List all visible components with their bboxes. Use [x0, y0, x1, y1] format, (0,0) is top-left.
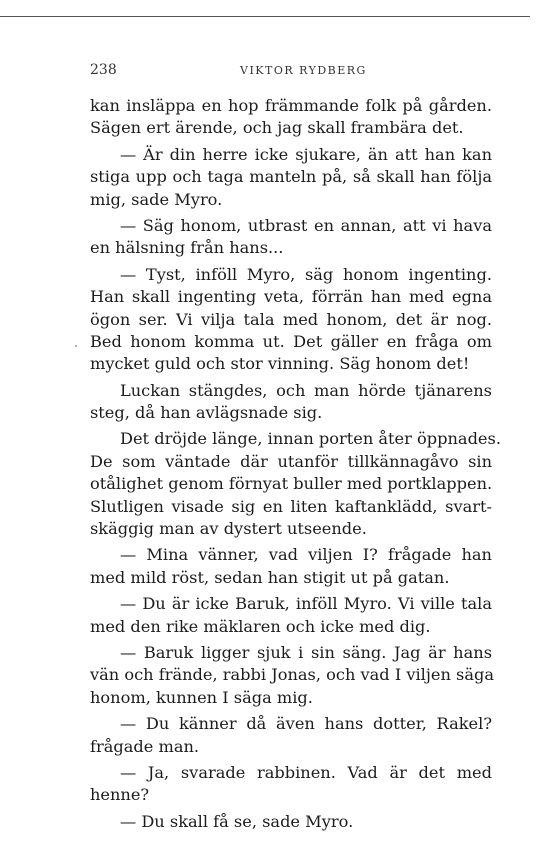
- text-line: otålighet genom förnyat buller med portklappen.: [90, 474, 493, 494]
- text-line: — Tyst, inföll Myro, säg honom ingenting.: [120, 264, 492, 284]
- text-line: — Är din herre icke sjukare, än att han kan: [120, 144, 492, 164]
- top-rule: [0, 16, 530, 17]
- paragraph: [90, 215, 492, 260]
- paragraph: [90, 544, 492, 589]
- text-line: honom, kunnen I säga mig.: [90, 687, 313, 707]
- paragraph: [90, 762, 492, 807]
- text-line: ögon ser. Vi vilja tala med honom, det är nog.: [90, 309, 492, 329]
- text-line: en hälsning från hans...: [90, 238, 284, 258]
- text-line: — Mina vänner, vad viljen I? frågade han: [120, 545, 492, 565]
- text-line: — Du är icke Baruk, inföll Myro. Vi ville tala: [120, 594, 492, 614]
- text-line: med den rike mäklaren och icke med dig.: [90, 616, 431, 636]
- text-line: stiga upp och taga manteln på, så skall han följa: [90, 167, 492, 187]
- paragraph: [90, 264, 492, 376]
- text-line: steg, då han avlägsnade sig.: [90, 403, 323, 423]
- page-number: 238: [90, 62, 117, 78]
- paragraph: [90, 642, 492, 709]
- paragraph: [90, 95, 492, 140]
- text-line: Sägen ert ärende, och jag skall frambära det.: [90, 118, 464, 138]
- text-line: Luckan stängdes, och man hörde tjänarens: [120, 380, 492, 400]
- paragraph: [90, 144, 492, 211]
- text-line: mig, sade Myro.: [90, 189, 223, 209]
- paragraph: [90, 380, 492, 425]
- text-line: med mild röst, sedan han stigit ut på gatan.: [90, 567, 450, 587]
- paragraph: [90, 428, 501, 540]
- text-line: henne?: [90, 785, 150, 805]
- text-line: Det dröjde länge, innan porten åter öppnades.: [120, 429, 501, 449]
- paper-speck: [75, 345, 77, 347]
- text-line: — Säg honom, utbrast en annan, att vi hava: [120, 215, 492, 235]
- text-line: — Du skall få se, sade Myro.: [120, 811, 354, 831]
- paragraph: [90, 811, 492, 833]
- body-text: [90, 95, 501, 833]
- text-line: — Ja, svarade rabbinen. Vad är det med: [120, 762, 492, 782]
- text-line: Slutligen visade sig en liten kaftanklädd, svart-: [90, 496, 492, 516]
- text-line: — Baruk ligger sjuk i sin säng. Jag är hans: [120, 642, 492, 662]
- text-line: skäggig man av dystert utseende.: [90, 519, 367, 539]
- text-line: — Du känner då även hans dotter, Rakel?: [120, 714, 492, 734]
- paragraph: [90, 593, 492, 638]
- text-line: vän och frände, rabbi Jonas, och vad I viljen säga: [90, 665, 494, 685]
- paragraph: [90, 713, 492, 758]
- text-line: mycket guld och stor vinning. Säg honom det!: [90, 354, 470, 374]
- text-line: De som väntade där utanför tillkännagåvo sin: [90, 451, 492, 471]
- text-line: Han skall ingenting veta, förrän han med egna: [90, 287, 492, 307]
- text-line: frågade man.: [90, 736, 200, 756]
- running-head: VIKTOR RYDBERG: [240, 64, 367, 77]
- text-line: Bed honom komma ut. Det gäller en fråga om: [90, 331, 492, 351]
- text-line: kan insläppa en hop främmande folk på gården.: [90, 96, 492, 115]
